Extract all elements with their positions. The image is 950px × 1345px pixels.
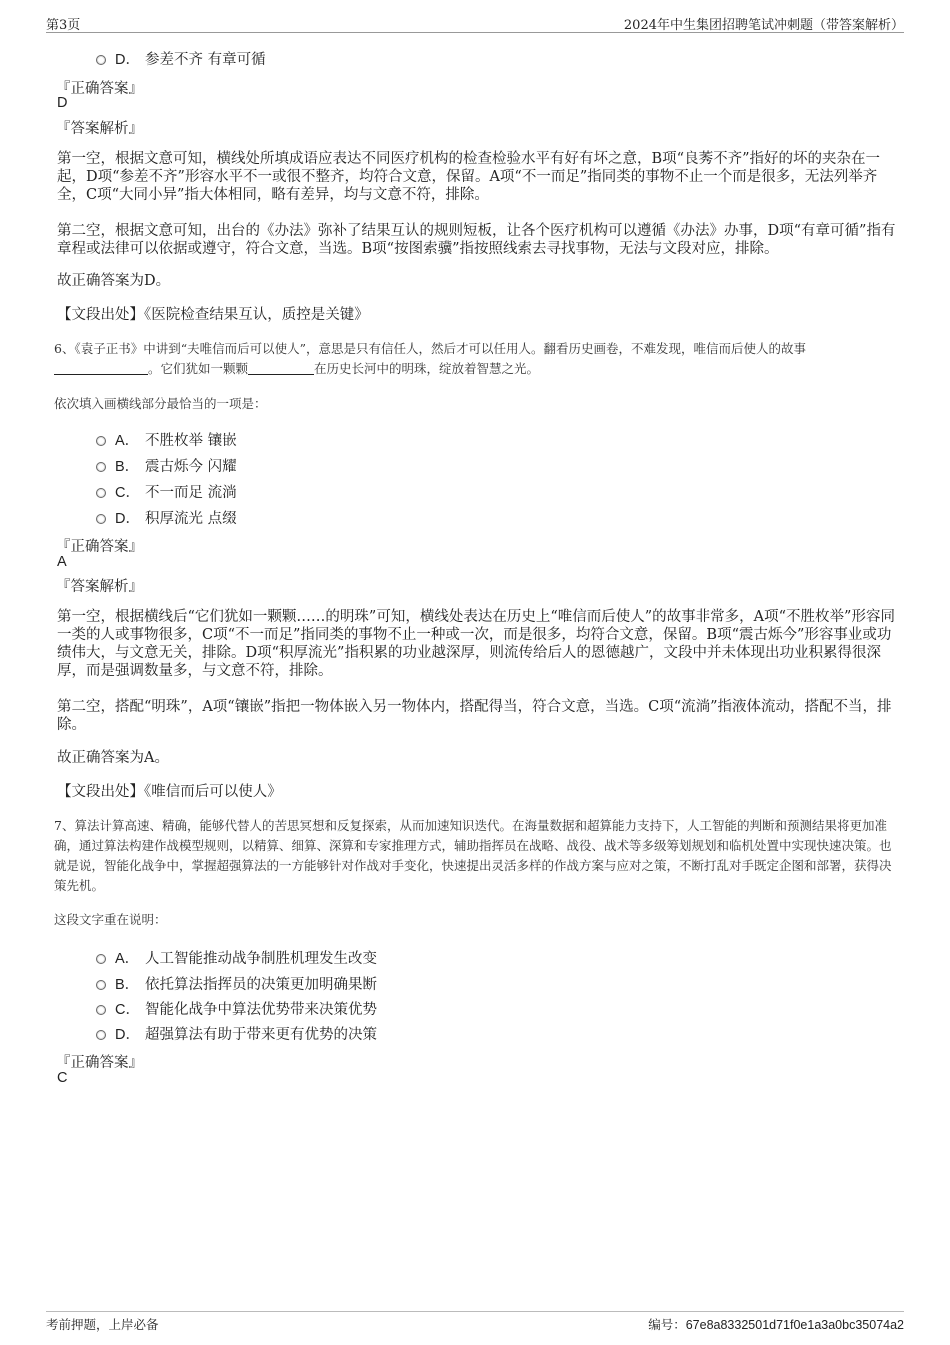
radio-icon[interactable] [96, 1030, 106, 1040]
q6-analysis-label: 『答案解析』 [56, 579, 143, 595]
radio-icon[interactable] [96, 980, 106, 990]
page-number: 第3页 [46, 18, 81, 33]
radio-icon[interactable] [96, 1005, 106, 1015]
q7-answer-label: 『正确答案』 [56, 1055, 143, 1071]
q6-source: 【文段出处】《唯信而后可以使人》 [57, 784, 282, 800]
q5-analysis-label: 『答案解析』 [56, 121, 143, 137]
q7-option-d[interactable]: D． 超强算法有助于带来更有优势的决策 [96, 1023, 377, 1044]
q6-option-c[interactable]: C． 不一而足 流淌 [96, 481, 237, 502]
q7-stem: 7、算法计算高速、精确，能够代替人的苦思冥想和反复探索，从而加速知识迭代。在海量数据和超算能力支持下，人工智能的判断和预测结果将更加准确，通过算法构建作战模型规则，以精算、细算、深算和专家推理方式，辅助指挥员在战略、战役、战术等多级筹划规划和临机处置中实现快速决策。也就是说，智能化战争中，掌握超强算法的一方能够针对作战对手变化，快速提出灵活多样的作战方案与应对之策，不断打乱对手既定企图和部署，获得决策先机。 [54, 818, 892, 893]
radio-icon[interactable] [96, 488, 106, 498]
footer-slogan: 考前押题，上岸必备 [46, 1317, 159, 1332]
q6-answer: A [57, 554, 67, 570]
q6-answer-label: 『正确答案』 [56, 539, 143, 555]
q7-option-a[interactable]: A． 人工智能推动战争制胜机理发生改变 [96, 947, 377, 968]
q5-answer-label: 『正确答案』 [56, 81, 143, 97]
radio-icon[interactable] [96, 462, 106, 472]
q6-option-b[interactable]: B． 震古烁今 闪耀 [96, 455, 237, 476]
q6-conclusion: 故正确答案为A。 [57, 750, 169, 766]
q5-analysis-para2: 第二空，根据文意可知，出台的《办法》弥补了结果互认的规则短板，让各个医疗机构可以遵循《办法》办事，D项“有章可循”指有章程或法律可以依据或遵守，符合文意，当选。B项“按图索骥”指按照线索去寻找事物，无法与文段对应，排除。 [57, 223, 896, 257]
page-footer [46, 1311, 904, 1333]
q5-answer: D [57, 95, 68, 111]
q5-analysis-para1: 第一空，根据文意可知，横线处所填成语应表达不同医疗机构的检查检验水平有好有坏之意，B项“良莠不齐”指好的坏的夹杂在一起，D项“参差不齐”形容水平不一或很不整齐，均符合文意，保留。A项“不一而足”指同类的事物不止一个而是很多，无法列举齐全，C项“大同小异”指大体相同，略有差异，均与文意不符，排除。 [57, 151, 880, 203]
radio-icon[interactable] [96, 436, 106, 446]
q6-option-d[interactable]: D． 积厚流光 点缀 [96, 507, 237, 528]
q7-prompt: 这段文字重在说明： [54, 912, 167, 927]
blank-1 [54, 361, 148, 375]
q5-conclusion: 故正确答案为D。 [57, 273, 171, 289]
q5-source: 【文段出处】《医院检查结果互认，质控是关键》 [57, 307, 369, 323]
q7-option-b[interactable]: B． 依托算法指挥员的决策更加明确果断 [96, 973, 377, 994]
q6-option-a[interactable]: A． 不胜枚举 镶嵌 [96, 429, 237, 450]
q7-answer: C [57, 1070, 68, 1086]
q6-stem: 6、《袁子正书》中讲到“夫唯信而后可以使人”，意思是只有信任人，然后才可以任用人。翻看历史画卷，不难发现，唯信而后使人的故事 。它们犹如一颗颗 在历史长河中的明珠，绽放着智慧之光。 [54, 341, 806, 376]
radio-icon[interactable] [96, 954, 106, 964]
q6-analysis-para2: 第二空，搭配“明珠”，A项“镶嵌”指把一物体嵌入另一物体内，搭配得当，符合文意，当选。C项“流淌”指液体流动，搭配不当，排除。 [57, 699, 892, 733]
q7-option-c[interactable]: C． 智能化战争中算法优势带来决策优势 [96, 998, 377, 1019]
page-header [46, 14, 904, 33]
q6-prompt: 依次填入画横线部分最恰当的一项是： [54, 396, 267, 411]
radio-icon[interactable] [96, 55, 106, 65]
q5-option-d[interactable]: D． 参差不齐 有章可循 [96, 48, 266, 69]
q6-analysis-para1: 第一空，根据横线后“它们犹如一颗颗……的明珠”可知，横线处表达在历史上“唯信而后使人”的故事非常多，A项“不胜枚举”形容同一类的人或事物很多，C项“不一而足”指同类的事物不止一种或一次，而是很多，均符合文意，保留。B项“震古烁今”形容事业或功绩伟大，与文意无关，排除。D项“积厚流光”指积累的功业越深厚，则流传给后人的恩德越广，文段中并未体现出功业积累得很深厚，而是强调数量多，与文意不符，排除。 [57, 609, 895, 679]
document-title: 2024年中生集团招聘笔试冲刺题（带答案解析） [623, 18, 904, 33]
document-id: 编号：67e8a8332501d71f0e1a3a0bc35074a2 [648, 1318, 904, 1332]
radio-icon[interactable] [96, 514, 106, 524]
blank-2 [248, 361, 314, 375]
